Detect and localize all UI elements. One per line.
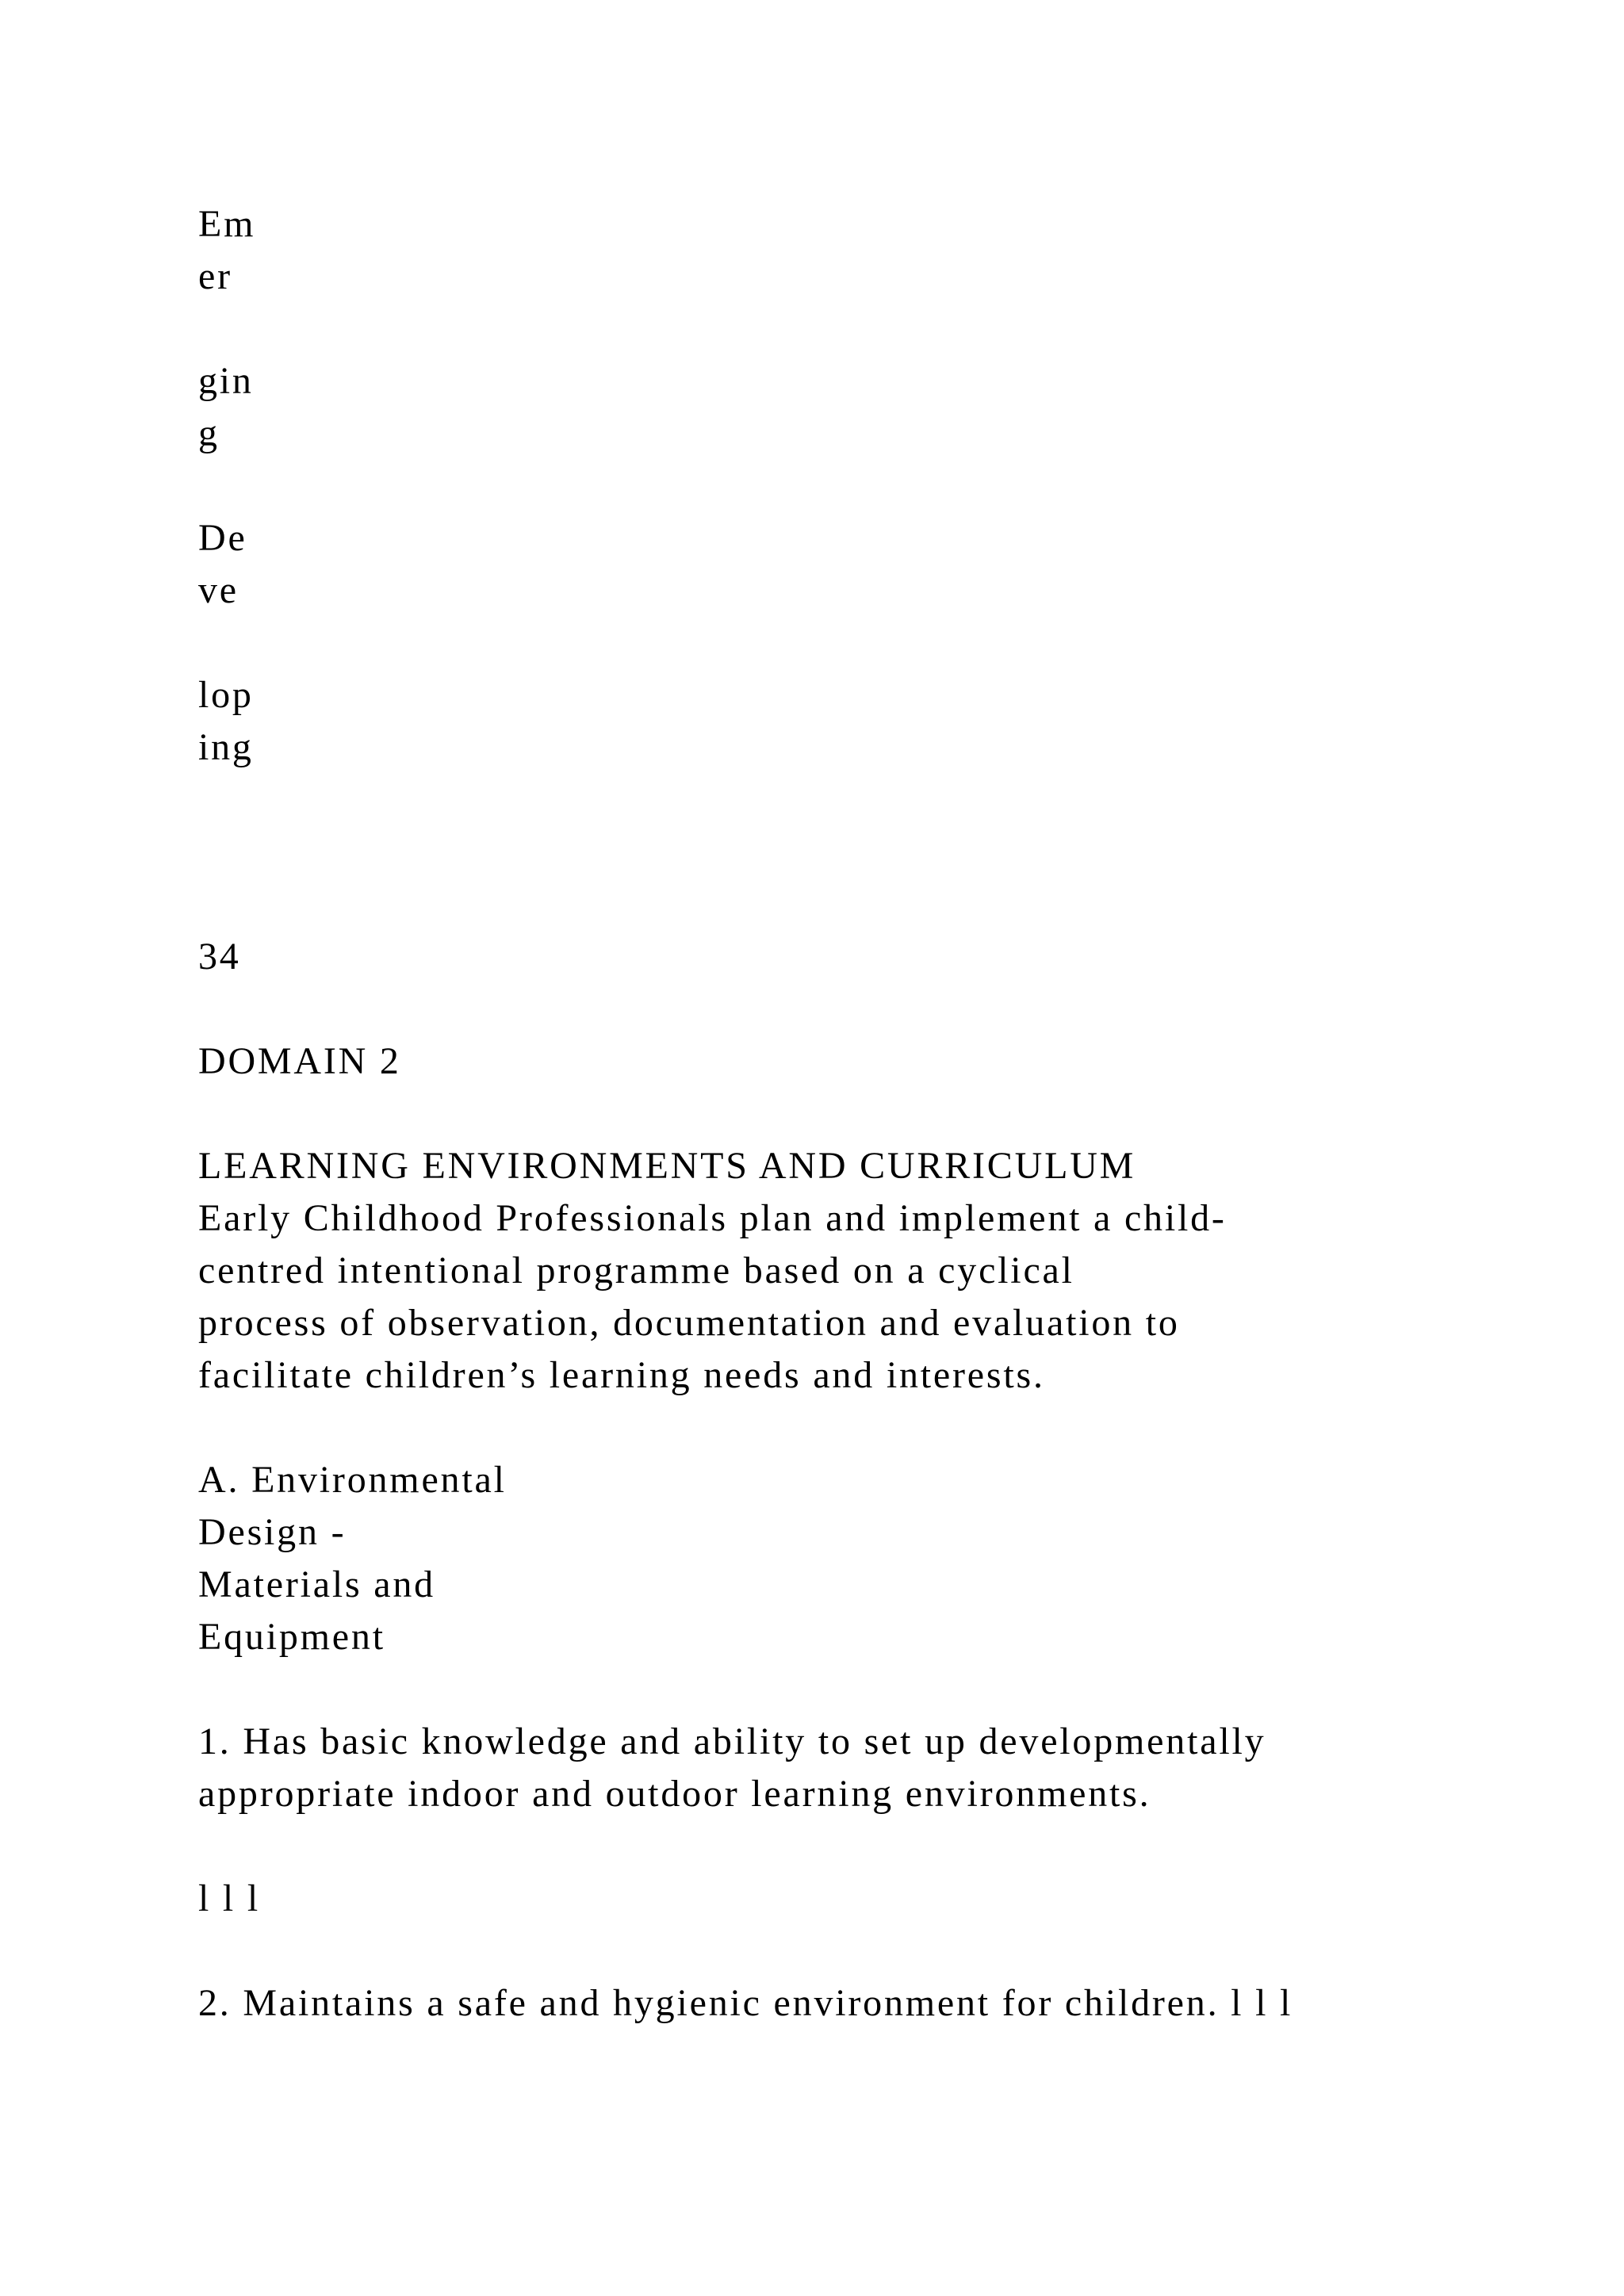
section-heading-line: Equipment xyxy=(198,1616,385,1658)
fragment-text: er xyxy=(198,255,232,297)
description-line: process of observation, documentation and evaluation to xyxy=(198,1302,1180,1344)
section-heading-line: Design - xyxy=(198,1511,347,1553)
fragment-text: De xyxy=(198,517,247,559)
page-number: 34 xyxy=(198,936,241,978)
fragment-text: g xyxy=(198,412,220,454)
item-1-text: 1. Has basic knowledge and ability to set up developmentally xyxy=(198,1720,1266,1762)
item-1-text: appropriate indoor and outdoor learning environments. xyxy=(198,1773,1151,1815)
fragment-text: Em xyxy=(198,203,256,245)
domain-title: LEARNING ENVIRONMENTS AND CURRICULUM xyxy=(198,1145,1136,1187)
fragment-text: gin xyxy=(198,360,254,402)
fragment-text: ve xyxy=(198,569,239,611)
description-line: centred intentional programme based on a cyclical xyxy=(198,1249,1074,1292)
item-1-marks: l l l xyxy=(198,1877,261,1919)
description-line: facilitate children’s learning needs and interests. xyxy=(198,1354,1045,1396)
section-heading-line: A. Environmental xyxy=(198,1459,507,1501)
description-line: Early Childhood Professionals plan and implement a child- xyxy=(198,1197,1227,1239)
item-2-text: 2. Maintains a safe and hygienic environment for children. l l l xyxy=(198,1982,1293,2024)
section-heading-line: Materials and xyxy=(198,1563,435,1605)
domain-heading: DOMAIN 2 xyxy=(198,1040,401,1082)
fragment-text: ing xyxy=(198,726,254,768)
fragment-text: lop xyxy=(198,674,254,716)
